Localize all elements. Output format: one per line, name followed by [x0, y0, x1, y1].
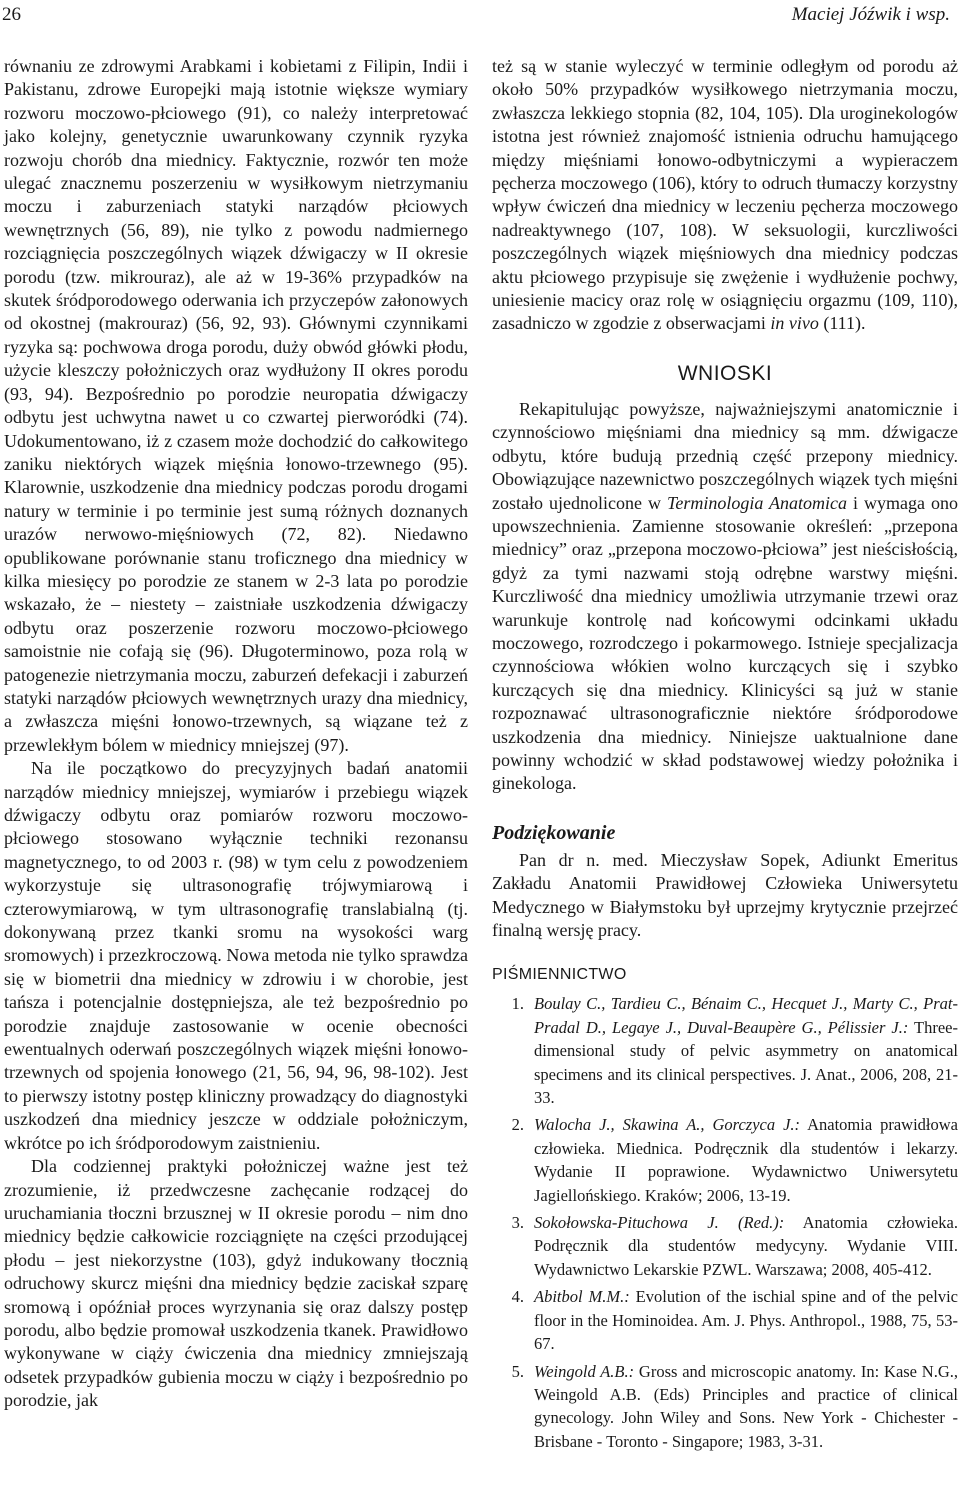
reference-body	[534, 1211, 958, 1281]
conclusions-heading: WNIOSKI	[677, 361, 773, 385]
reference-text: Evolution of the ischial spine and of the pelvic floor in the Hominoidea. Am. J. Phys. Anthropol., 1988, 75, 53-67.	[534, 1287, 958, 1354]
page-header	[0, 4, 960, 30]
reference-item	[492, 992, 958, 1109]
reference-item	[492, 1113, 958, 1207]
text-run: Rekapitulując powyższe, najważniejszymi anatomicznie i czynnościowo mięśniami dna miednicy są mm. dźwigacze odbytu, które budują przednią część przepony miednicy. Obowiązujące nazewnictwo poszczególnych wiązek tych mięśni zostało ujednolicone w	[492, 398, 958, 513]
body-paragraph: równaniu ze zdrowymi Arabkami i kobietami z Filipin, Indii i Pakistanu, zdrowe Europejki mają istotnie większe wymiary rozworu moczowo-płciowego (91), co należy interpretować jako kolejny, genetycznie uwarunkowany czynnik ryzyka rozwoju chorób dna miednicy. Faktycznie, rozwór ten może ulegać znacznemu poszerzeniu w wysiłkowym nietrzymaniu moczu i zaburzeniach statyki narządów płciowych wewnętrznych (56, 89), nie tylko z powodu nadmiernego rozciągnięcia poszczególnych wiązek dźwigaczy w II okresie porodu (tzw. mikrouraz), ale aż w 19-36% przypadków na skutek śródporodowego oderwania ich przyczepów załonowych od okostnej (makrouraz) (56, 92, 93). Głównymi czynnikami ryzyka są: pochwowa droga porodu, duży obwód główki płodu, użycie kleszczy położniczych oraz wydłużony II okres porodu (93, 94). Bezpośrednio po porodzie neuropatia dźwigaczy odbytu jest uchwytna nawet u co czwartej pierworódki (74). Udokumentowano, iż z czasem może dochodzić do całkowitego zaniku niektórych wiązek mięśnia łonowo-trzewnego (95). Klarownie, uszkodzenie dna miednicy podczas porodu drogami natury w terminie i po terminie jest sumą różnych doznanych urazów nerwowo-mięśniowych (72, 82). Niedawno opublikowane porównanie stanu troficznego dna miednicy w kilka miesięcy po porodzie ze stanem w 2-3 lata po porodzie wskazało, że – niestety – zaistniałe uszkodzenia dźwigaczy odbytu oraz poszerzenie rozworu moczowo-płciowego samoistnie nie cofają się (96). Długoterminowo, poza rolą w patogenezie nietrzymania moczu, zaburzeń defekacji i zaburzeń statyki narządów płciowych wewnętrznych urazy dna miednicy, a zwłaszcza mięśni łonowo-trzewnych, są wiązane też z przewlekłym bólem w miednicy mniejszej (97).	[4, 56, 468, 755]
reference-item	[492, 1285, 958, 1355]
acknowledgement-text: Pan dr n. med. Mieczysław Sopek, Adiunkt Emeritus Zakładu Anatomii Prawidłowej Człowieka Uniwersytetu Medycznego w Białymstoku był uprzejmy krytycznie przejrzeć finalną wersję pracy.	[492, 849, 958, 940]
acknowledgement-heading: Podziękowanie	[492, 821, 616, 844]
reference-item	[492, 1211, 958, 1281]
reference-text: Three-dimensional study of pelvic asymmetry on anatomical specimens and its clinical perspectives. J. Anat., 2006, 208, 21-33.	[534, 1017, 959, 1108]
reference-number: 3.	[511, 1213, 524, 1233]
reference-body	[534, 1285, 958, 1355]
reference-authors: Walocha J., Skawina A., Gorczyca J.:	[534, 1115, 801, 1135]
reference-number: 2.	[511, 1115, 524, 1135]
text-run: i wymaga ono upowszechnienia. Zamienne stosowanie określeń: „przepona miednicy” oraz „przepona moczowo-płciowa” jest nieścisłością, gdyż za tymi nazwami stoją odrębne warstwy mięśni. Kurczliwość dna miednicy umożliwia utrzymanie trzewi oraz warunkuje kontrolę nad końcowymi odcinkami układu moczowego, rozrodczego i pokarmowego. Istnieje specjalizacja czynnościowa włókien wolno kurczących się i szybko kurczących się dna miednicy. Klinicyści są już w stanie rozpoznawać ultrasonograficznie niektóre śródporodowe uszkodzenia dna miednicy. Niniejsze uaktualnione dane powinny wchodzić w skład podstawowej wiedzy położnika i ginekologa.	[492, 492, 958, 794]
italic-term: in vivo	[770, 313, 819, 334]
left-column	[4, 55, 468, 1413]
body-paragraph: Na ile początkowo do precyzyjnych badań anatomii narządów miednicy mniejszej, wymiarów i przebiegu wiązek dźwigaczy odbytu oraz pomiarów rozworu moczowo-płciowego stosowano wyłącznie techniki rezonansu magnetycznego, to od 2003 r. (98) w tym celu z powodzeniem wykorzystuje się ultrasonografię trójwymiarową i czterowymiarową, w tym ultrasonografię translabialną (tj. dokonywaną przez tkanki sromu na wysokości warg sromowych) i przezkroczową. Nowa metoda nie tylko sprawdza się w biometrii dna miednicy w zdrowiu i w chorobie, jest tańsza i potencjalnie dostępniejsza, ale też bezpośrednio po porodzie znajduje zastosowanie w ocenie obecności ewentualnych oderwań poszczególnych wiązek mięśni łonowo-trzewnych od spojenia łonowego (21, 56, 94, 96, 98-102). Jest to pierwszy istotny postęp kliniczny prowadzący do diagnostyki uszkodzeń dna miednicy jeszcze w oddziale położniczym, wkrótce po ich śródporodowym zaistnieniu.	[4, 758, 468, 1153]
reference-authors: Boulay C., Tardieu C., Bénaim C., Hecquet J., Marty C., Prat-Pradal D., Legaye J., Duval-Beaupère G., Pélissier J.:	[534, 994, 958, 1037]
references-heading: PIŚMIENNICTWO	[492, 966, 627, 984]
reference-body	[534, 1360, 958, 1454]
reference-number: 5.	[511, 1361, 524, 1381]
reference-authors: Weingold A.B.:	[534, 1361, 635, 1381]
reference-number: 4.	[511, 1287, 524, 1307]
reference-item	[492, 1360, 958, 1454]
reference-number: 1.	[511, 994, 524, 1014]
running-head: Maciej Jóźwik i wsp.	[791, 4, 950, 25]
text-run: (111).	[818, 313, 866, 334]
body-paragraph: Dla codziennej praktyki położniczej ważne jest też zrozumienie, iż przedwczesne zachęcanie rodzącej do uruchamiania tłoczni brzusznej w II okresie porodu – nim dno miednicy będzie całkowicie rozciągnięte na części przodującej płodu – jest niekorzystne (103), gdyż indukowany tłocznią odruchowy skurcz mięśni dna miednicy będzie zaciskał szparę sromową i opóźniał proces wyrzynania się oraz dalszy postęp porodu, albo będzie promował uszkodzenia tkanek. Prawidłowo wykonywane w ciąży ćwiczenia dna miednicy zmniejszają odsetek przypadków gubienia moczu w ciąży i bezpośrednio po porodzie, jak	[4, 1156, 468, 1411]
page-number: 26	[2, 4, 21, 25]
references-list	[492, 992, 958, 1453]
reference-authors: Abitbol M.M.:	[534, 1287, 630, 1307]
reference-text: Anatomia człowieka. Podręcznik dla studentów medycyny. Wydanie VIII. Wydawnictwo Lekarskie PZWL. Warszawa; 2008, 405-412.	[534, 1213, 958, 1279]
reference-authors: Sokołowska-Pituchowa J. (Red.):	[534, 1213, 785, 1233]
right-column	[492, 55, 958, 1457]
reference-body	[534, 1113, 958, 1207]
body-paragraph	[492, 55, 958, 336]
text-run: też są w stanie wyleczyć w terminie odległym od porodu aż około 50% przypadków wysiłkowego nietrzymania moczu, zwłaszcza lekkiego stopnia (82, 104, 105). Dla uroginekologów istotna jest również znajomość istnienia odruchu hamującego między mięśniami łonowo-odbytniczymi a wypieraczem pęcherza moczowego (106), który to odruch tłumaczy korzystny wpływ ćwiczeń dna miednicy w leczeniu pęcherza moczowego nadreaktywnego (107, 108). W seksuologii, kurczliwości poszczególnych wiązek mięśniowych dna miednicy podczas aktu płciowego przypisuje się zwężenie i wydłużenie pochwy, uniesienie macicy oraz rolę w osiągnięciu orgazmu (109, 110), zasadniczo w zgodzie z obserwacjami	[492, 56, 958, 334]
reference-text: Anatomia prawidłowa człowieka. Miednica. Podręcznik dla studentów i lekarzy. Wydanie II poprawione. Wydawnictwo Uniwersytetu Jagiellońskiego. Kraków; 2006, 13-19.	[534, 1115, 959, 1205]
italic-term: Terminologia Anatomica	[666, 492, 847, 513]
reference-body	[534, 992, 958, 1109]
conclusions-paragraph	[492, 398, 958, 796]
reference-text: Gross and microscopic anatomy. In: Kase N.G., Weingold A.B. (Eds) Principles and practice of clinical gynecology. John Wiley and Sons. New York - Chichester - Brisbane - Toronto - Singapore; 1983, 3-31.	[534, 1361, 959, 1451]
